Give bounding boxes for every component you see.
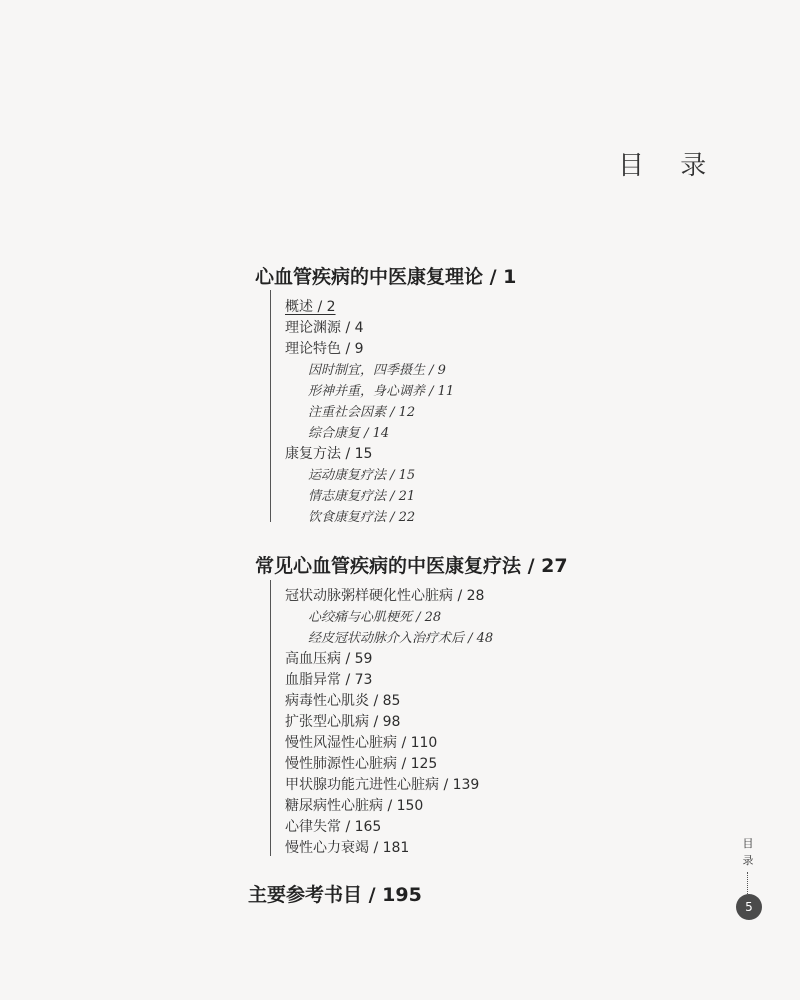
toc-subentry[interactable]: 注重社会因素 / 12 bbox=[308, 405, 416, 420]
toc-subentry[interactable]: 因时制宜，四季摄生 / 9 bbox=[308, 363, 446, 378]
toc-section-bracket bbox=[270, 290, 271, 522]
toc-entry[interactable]: 血脂异常 / 73 bbox=[285, 672, 373, 688]
toc-section-heading[interactable]: 主要参考书目 / 195 bbox=[248, 884, 422, 906]
toc-entry[interactable]: 理论渊源 / 4 bbox=[285, 320, 364, 336]
toc-entry[interactable]: 甲状腺功能亢进性心脏病 / 139 bbox=[285, 777, 480, 793]
toc-subentry[interactable]: 形神并重，身心调养 / 11 bbox=[308, 384, 455, 399]
toc-section-bracket bbox=[270, 580, 271, 856]
page-title: 目 录 bbox=[618, 151, 721, 181]
toc-entry[interactable]: 扩张型心肌病 / 98 bbox=[285, 714, 401, 730]
side-tab-divider bbox=[747, 872, 748, 894]
side-tab-label: 录 bbox=[742, 854, 754, 867]
toc-entry[interactable]: 心律失常 / 165 bbox=[285, 819, 382, 835]
toc-entry[interactable]: 糖尿病性心脏病 / 150 bbox=[285, 798, 424, 814]
toc-subentry[interactable]: 心绞痛与心肌梗死 / 28 bbox=[308, 610, 442, 625]
toc-entry[interactable]: 冠状动脉粥样硬化性心脏病 / 28 bbox=[285, 588, 485, 604]
toc-entry[interactable]: 高血压病 / 59 bbox=[285, 651, 373, 667]
toc-entry[interactable]: 慢性心力衰竭 / 181 bbox=[285, 840, 410, 856]
side-tab bbox=[735, 835, 761, 869]
toc-section-heading[interactable]: 心血管疾病的中医康复理论 / 1 bbox=[255, 266, 517, 288]
toc-entry[interactable]: 康复方法 / 15 bbox=[285, 446, 373, 462]
toc-subentry[interactable]: 综合康复 / 14 bbox=[308, 426, 390, 441]
toc-subentry[interactable]: 情志康复疗法 / 21 bbox=[308, 489, 416, 504]
toc-entry[interactable]: 理论特色 / 9 bbox=[285, 341, 364, 357]
toc-subentry[interactable]: 经皮冠状动脉介入治疗术后 / 48 bbox=[308, 631, 494, 646]
toc-entry[interactable]: 慢性风湿性心脏病 / 110 bbox=[285, 735, 438, 751]
toc-entry[interactable]: 概述 / 2 bbox=[285, 299, 336, 315]
toc-subentry[interactable]: 饮食康复疗法 / 22 bbox=[308, 510, 416, 525]
toc-entry[interactable]: 病毒性心肌炎 / 85 bbox=[285, 693, 401, 709]
toc-section-heading[interactable]: 常见心血管疾病的中医康复疗法 / 27 bbox=[255, 555, 568, 577]
toc-entry[interactable]: 慢性肺源性心脏病 / 125 bbox=[285, 756, 438, 772]
toc-subentry[interactable]: 运动康复疗法 / 15 bbox=[308, 468, 416, 483]
side-tab-label: 目 bbox=[742, 837, 754, 850]
page-number-badge: 5 bbox=[736, 894, 762, 920]
